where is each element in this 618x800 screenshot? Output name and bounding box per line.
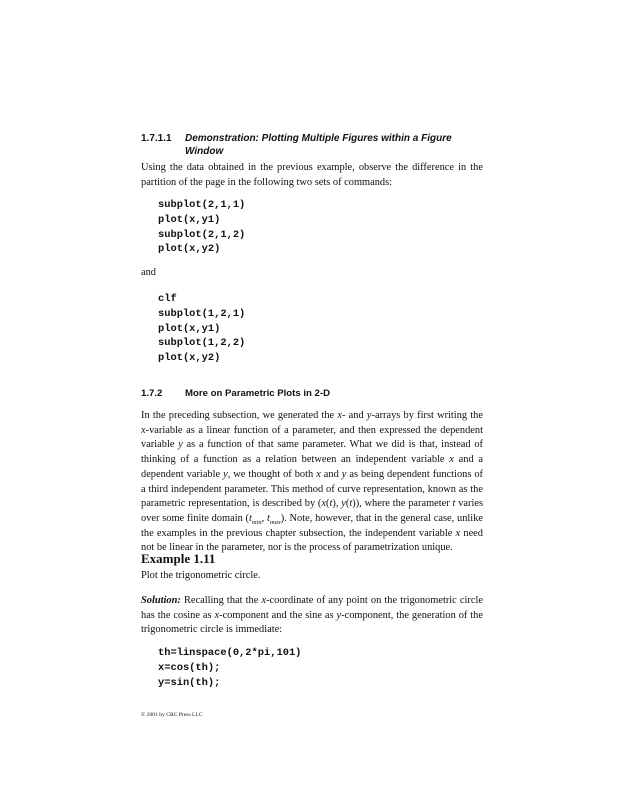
math-var: x xyxy=(449,454,454,466)
math-var: y xyxy=(178,439,183,451)
code-line: plot(x,y1) xyxy=(158,322,221,335)
example-prompt: Plot the trigonometric circle. xyxy=(141,570,261,581)
code-line: subplot(2,1,2) xyxy=(158,228,246,241)
text-run: In the preceding subsection, we generated the xyxy=(141,410,338,421)
section-heading xyxy=(141,133,483,158)
subsection-number: 1.7.2 xyxy=(141,388,163,399)
text-run: Recalling that the xyxy=(180,595,262,606)
code-line: x=cos(th); xyxy=(158,661,221,674)
solution-paragraph xyxy=(141,594,483,638)
text-run: -coordinate of any point on the trigonometric circle has the cosine as xyxy=(141,595,483,621)
math-var: y xyxy=(366,410,372,421)
section-title: Demonstration: Plotting Multiple Figures within a Figure Window xyxy=(185,133,452,157)
math-var: x xyxy=(455,527,461,539)
math-var: t xyxy=(349,498,353,510)
code-line: y=sin(th); xyxy=(158,676,221,689)
code-line: plot(x,y1) xyxy=(158,213,221,226)
code-line: subplot(1,2,1) xyxy=(158,307,246,320)
text-run: ( xyxy=(326,498,330,510)
code-line: subplot(2,1,1) xyxy=(158,199,246,211)
math-var: y xyxy=(341,498,346,510)
code-line: subplot(1,2,2) xyxy=(158,337,246,350)
code-block-2 xyxy=(158,292,245,366)
text-run: need not be linear in the parameter, nor is the process of parametrization unique. xyxy=(141,527,483,554)
math-var: y xyxy=(341,468,347,480)
code-line: th=linspace(0,2*pi,101) xyxy=(158,647,302,659)
math-var: x xyxy=(214,609,220,621)
math-var: t xyxy=(452,498,456,510)
text-run: - and xyxy=(342,410,367,421)
code-line: plot(x,y2) xyxy=(158,243,221,256)
math-var: x xyxy=(321,498,327,510)
code-line: clf xyxy=(158,293,177,305)
text-run: as being dependent functions of a third independent parameter. This method of curve representation, known as the parametric representation, is described by ( xyxy=(141,468,484,510)
code-block-1 xyxy=(158,198,245,257)
math-var: x xyxy=(337,410,342,421)
code-line: plot(x,y2) xyxy=(158,352,221,365)
math-var: y xyxy=(223,468,228,480)
text-run: and a dependent variable xyxy=(141,454,483,480)
math-var: x xyxy=(261,595,267,606)
copyright-footer: © 2001 by CRC Press LLC xyxy=(141,712,203,718)
text-run: , we thought of both xyxy=(227,468,317,480)
math-var: t xyxy=(329,498,333,510)
text-run: -variable as a linear function of a parameter, and then expressed the dependent variable xyxy=(141,424,483,451)
text-run: -component and the sine as xyxy=(219,609,337,621)
and-text: and xyxy=(141,267,157,278)
text-run: ). Note, however, that in the general case, unlike the examples in the previous chapter subsection, the independent variable xyxy=(141,512,484,539)
solution-label: Solution: xyxy=(141,595,181,606)
text-run: )), where the parameter xyxy=(352,498,453,510)
math-subscript: max xyxy=(269,519,281,526)
subsection-paragraph xyxy=(141,409,483,556)
section-number: 1.7.1.1 xyxy=(141,133,172,144)
subsection-title: More on Parametric Plots in 2-D xyxy=(185,388,331,399)
math-var: x xyxy=(316,468,321,480)
math-var: y xyxy=(336,609,342,621)
text-run: , xyxy=(261,512,267,524)
example-heading: Example 1.11 xyxy=(141,551,216,566)
text-run: ( xyxy=(345,498,350,510)
math-var: t xyxy=(249,512,252,524)
math-subscript: min xyxy=(251,519,262,526)
code-block-3 xyxy=(158,646,301,690)
text-run: -component, the generation of the trigonometric circle is immediate: xyxy=(141,609,483,636)
text-run: ), xyxy=(332,498,342,510)
text-run: and xyxy=(320,468,342,480)
text-run: as a function of that same parameter. What we did is that, instead of thinking of a function as a relation between an independent variable xyxy=(141,439,484,466)
subsection-heading xyxy=(141,388,483,400)
text-run: -arrays by first writing the xyxy=(371,410,483,421)
math-var: x xyxy=(141,424,146,436)
text-run: varies over some finite domain ( xyxy=(141,498,484,524)
intro-paragraph: Using the data obtained in the previous example, observe the difference in the partition of the page in the following two sets of commands: xyxy=(141,162,483,188)
math-var: t xyxy=(267,512,270,524)
